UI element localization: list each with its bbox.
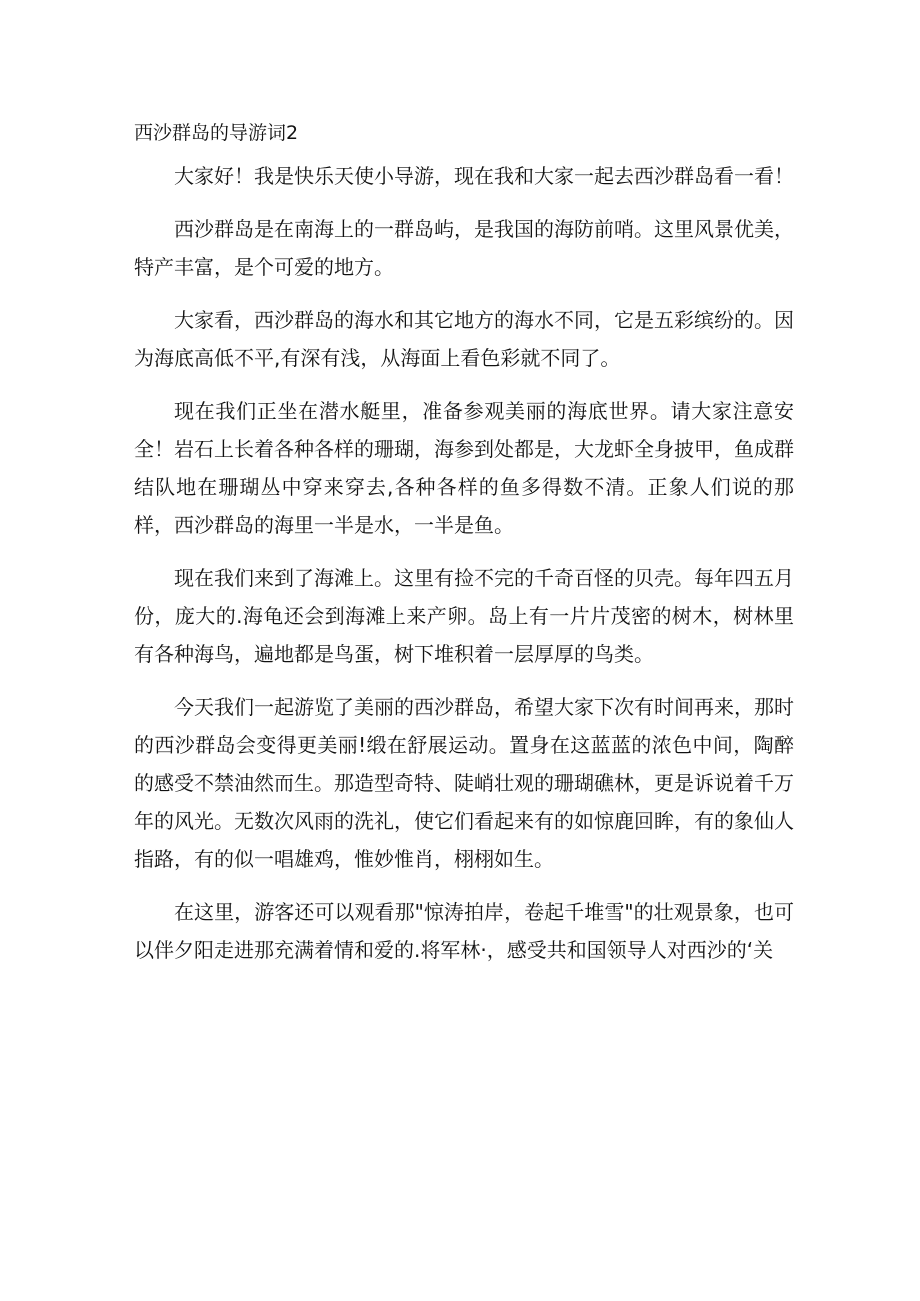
document-title: 西沙群岛的导游词2	[134, 122, 299, 144]
paragraph-6: 今天我们一起游览了美丽的西沙群岛，希望大家下次有时间再来，那时的西沙群岛会变得更美丽!缎在舒展运动。置身在这蓝蓝的浓色中间，陶醉的感受不禁油然而生。那造型奇特、陡峭壮观的珊瑚礁林，更是诉说着千万年的风光。无数次风雨的洗礼，使它们看起来有的如惊鹿回眸，有的象仙人指路，有的似一唱雄鸡，惟妙惟肖，栩栩如生。	[134, 695, 794, 871]
paragraph-4: 现在我们正坐在潜水艇里，准备参观美丽的海底世界。请大家注意安全！岩石上长着各种各样的珊瑚，海参到处都是，大龙虾全身披甲，鱼成群结队地在珊瑚丛中穿来穿去,各种各样的鱼多得数不清。正象人们说的那样，西沙群岛的海里一半是水，一半是鱼。	[134, 399, 794, 537]
paragraph-2: 西沙群岛是在南海上的一群岛屿，是我国的海防前哨。这里风景优美，特产丰富，是个可爱的地方。	[134, 217, 794, 279]
document-body	[134, 157, 794, 984]
paragraph-5: 现在我们来到了海滩上。这里有捡不完的千奇百怪的贝壳。每年四五月份，庞大的.海龟还会到海滩上来产卵。岛上有一片片茂密的树木，树林里有各种海鸟，遍地都是鸟蛋，树下堆积着一层厚厚的鸟类。	[134, 566, 794, 666]
paragraph-3: 大家看，西沙群岛的海水和其它地方的海水不同，它是五彩缤纷的。因为海底高低不平,有深有浅，从海面上看色彩就不同了。	[134, 308, 794, 370]
paragraph-7: 在这里，游客还可以观看那"惊涛拍岸，卷起千堆雪"的壮观景象，也可以伴夕阳走进那充满着情和爱的.将军林·，感受共和国领导人对西沙的‘关	[134, 900, 794, 962]
paragraph-1: 大家好！我是快乐天使小导游，现在我和大家一起去西沙群岛看一看！	[174, 164, 794, 188]
